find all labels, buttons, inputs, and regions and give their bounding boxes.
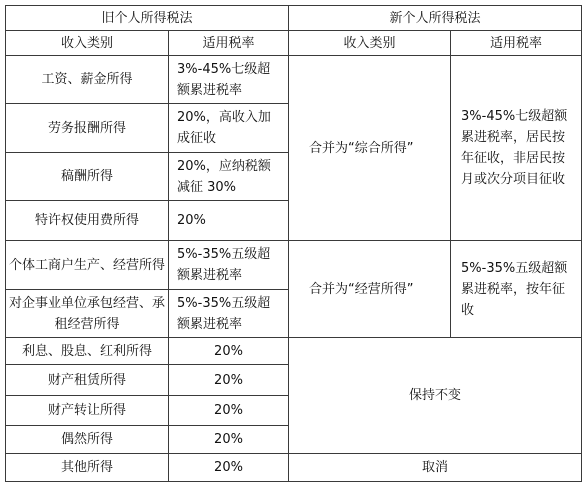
new-law-header: 新个人所得税法 xyxy=(289,6,582,31)
old-category-cell: 利息、股息、红利所得 xyxy=(6,338,169,365)
tax-comparison-table xyxy=(5,5,582,482)
old-rate-cell: 20%，高收入加成征收 xyxy=(169,104,289,153)
unchanged-cell: 保持不变 xyxy=(289,338,582,454)
law-header-row xyxy=(6,6,582,31)
old-category-cell: 财产转让所得 xyxy=(6,396,169,426)
table-row xyxy=(6,338,582,365)
old-rate-cell: 20% xyxy=(169,454,289,482)
old-category-cell: 偶然所得 xyxy=(6,426,169,454)
old-rate-cell: 20% xyxy=(169,365,289,396)
new-income-type-header: 收入类别 xyxy=(289,31,451,56)
old-category-cell: 劳务报酬所得 xyxy=(6,104,169,153)
old-rate-cell: 5%-35%五级超额累进税率 xyxy=(169,290,289,338)
old-category-cell: 工资、薪金所得 xyxy=(6,56,169,104)
new-rate-business: 5%-35%五级超额累进税率，按年征收 xyxy=(451,241,582,338)
old-rate-cell: 20% xyxy=(169,201,289,241)
table-row xyxy=(6,56,582,104)
old-rate-cell: 3%-45%七级超额累进税率 xyxy=(169,56,289,104)
old-category-cell: 个体工商户生产、经营所得 xyxy=(6,241,169,290)
old-category-cell: 稿酬所得 xyxy=(6,153,169,201)
old-rate-cell: 5%-35%五级超额累进税率 xyxy=(169,241,289,290)
old-category-cell: 对企事业单位承包经营、承租经营所得 xyxy=(6,290,169,338)
old-category-cell: 特许权使用费所得 xyxy=(6,201,169,241)
old-law-header: 旧个人所得税法 xyxy=(6,6,289,31)
old-rate-cell: 20%，应纳税额减征 30% xyxy=(169,153,289,201)
old-income-type-header: 收入类别 xyxy=(6,31,169,56)
old-category-cell: 财产租赁所得 xyxy=(6,365,169,396)
cancelled-cell: 取消 xyxy=(289,454,582,482)
old-rate-cell: 20% xyxy=(169,338,289,365)
old-rate-cell: 20% xyxy=(169,396,289,426)
table-row xyxy=(6,241,582,290)
table-row xyxy=(6,454,582,482)
new-category-business: 合并为“经营所得” xyxy=(289,241,451,338)
new-tax-rate-header: 适用税率 xyxy=(451,31,582,56)
old-tax-rate-header: 适用税率 xyxy=(169,31,289,56)
column-header-row xyxy=(6,31,582,56)
new-category-comprehensive: 合并为“综合所得” xyxy=(289,56,451,241)
new-rate-comprehensive: 3%-45%七级超额累进税率，居民按年征收，非居民按月或次分项目征收 xyxy=(451,56,582,241)
old-category-cell: 其他所得 xyxy=(6,454,169,482)
old-rate-cell: 20% xyxy=(169,426,289,454)
